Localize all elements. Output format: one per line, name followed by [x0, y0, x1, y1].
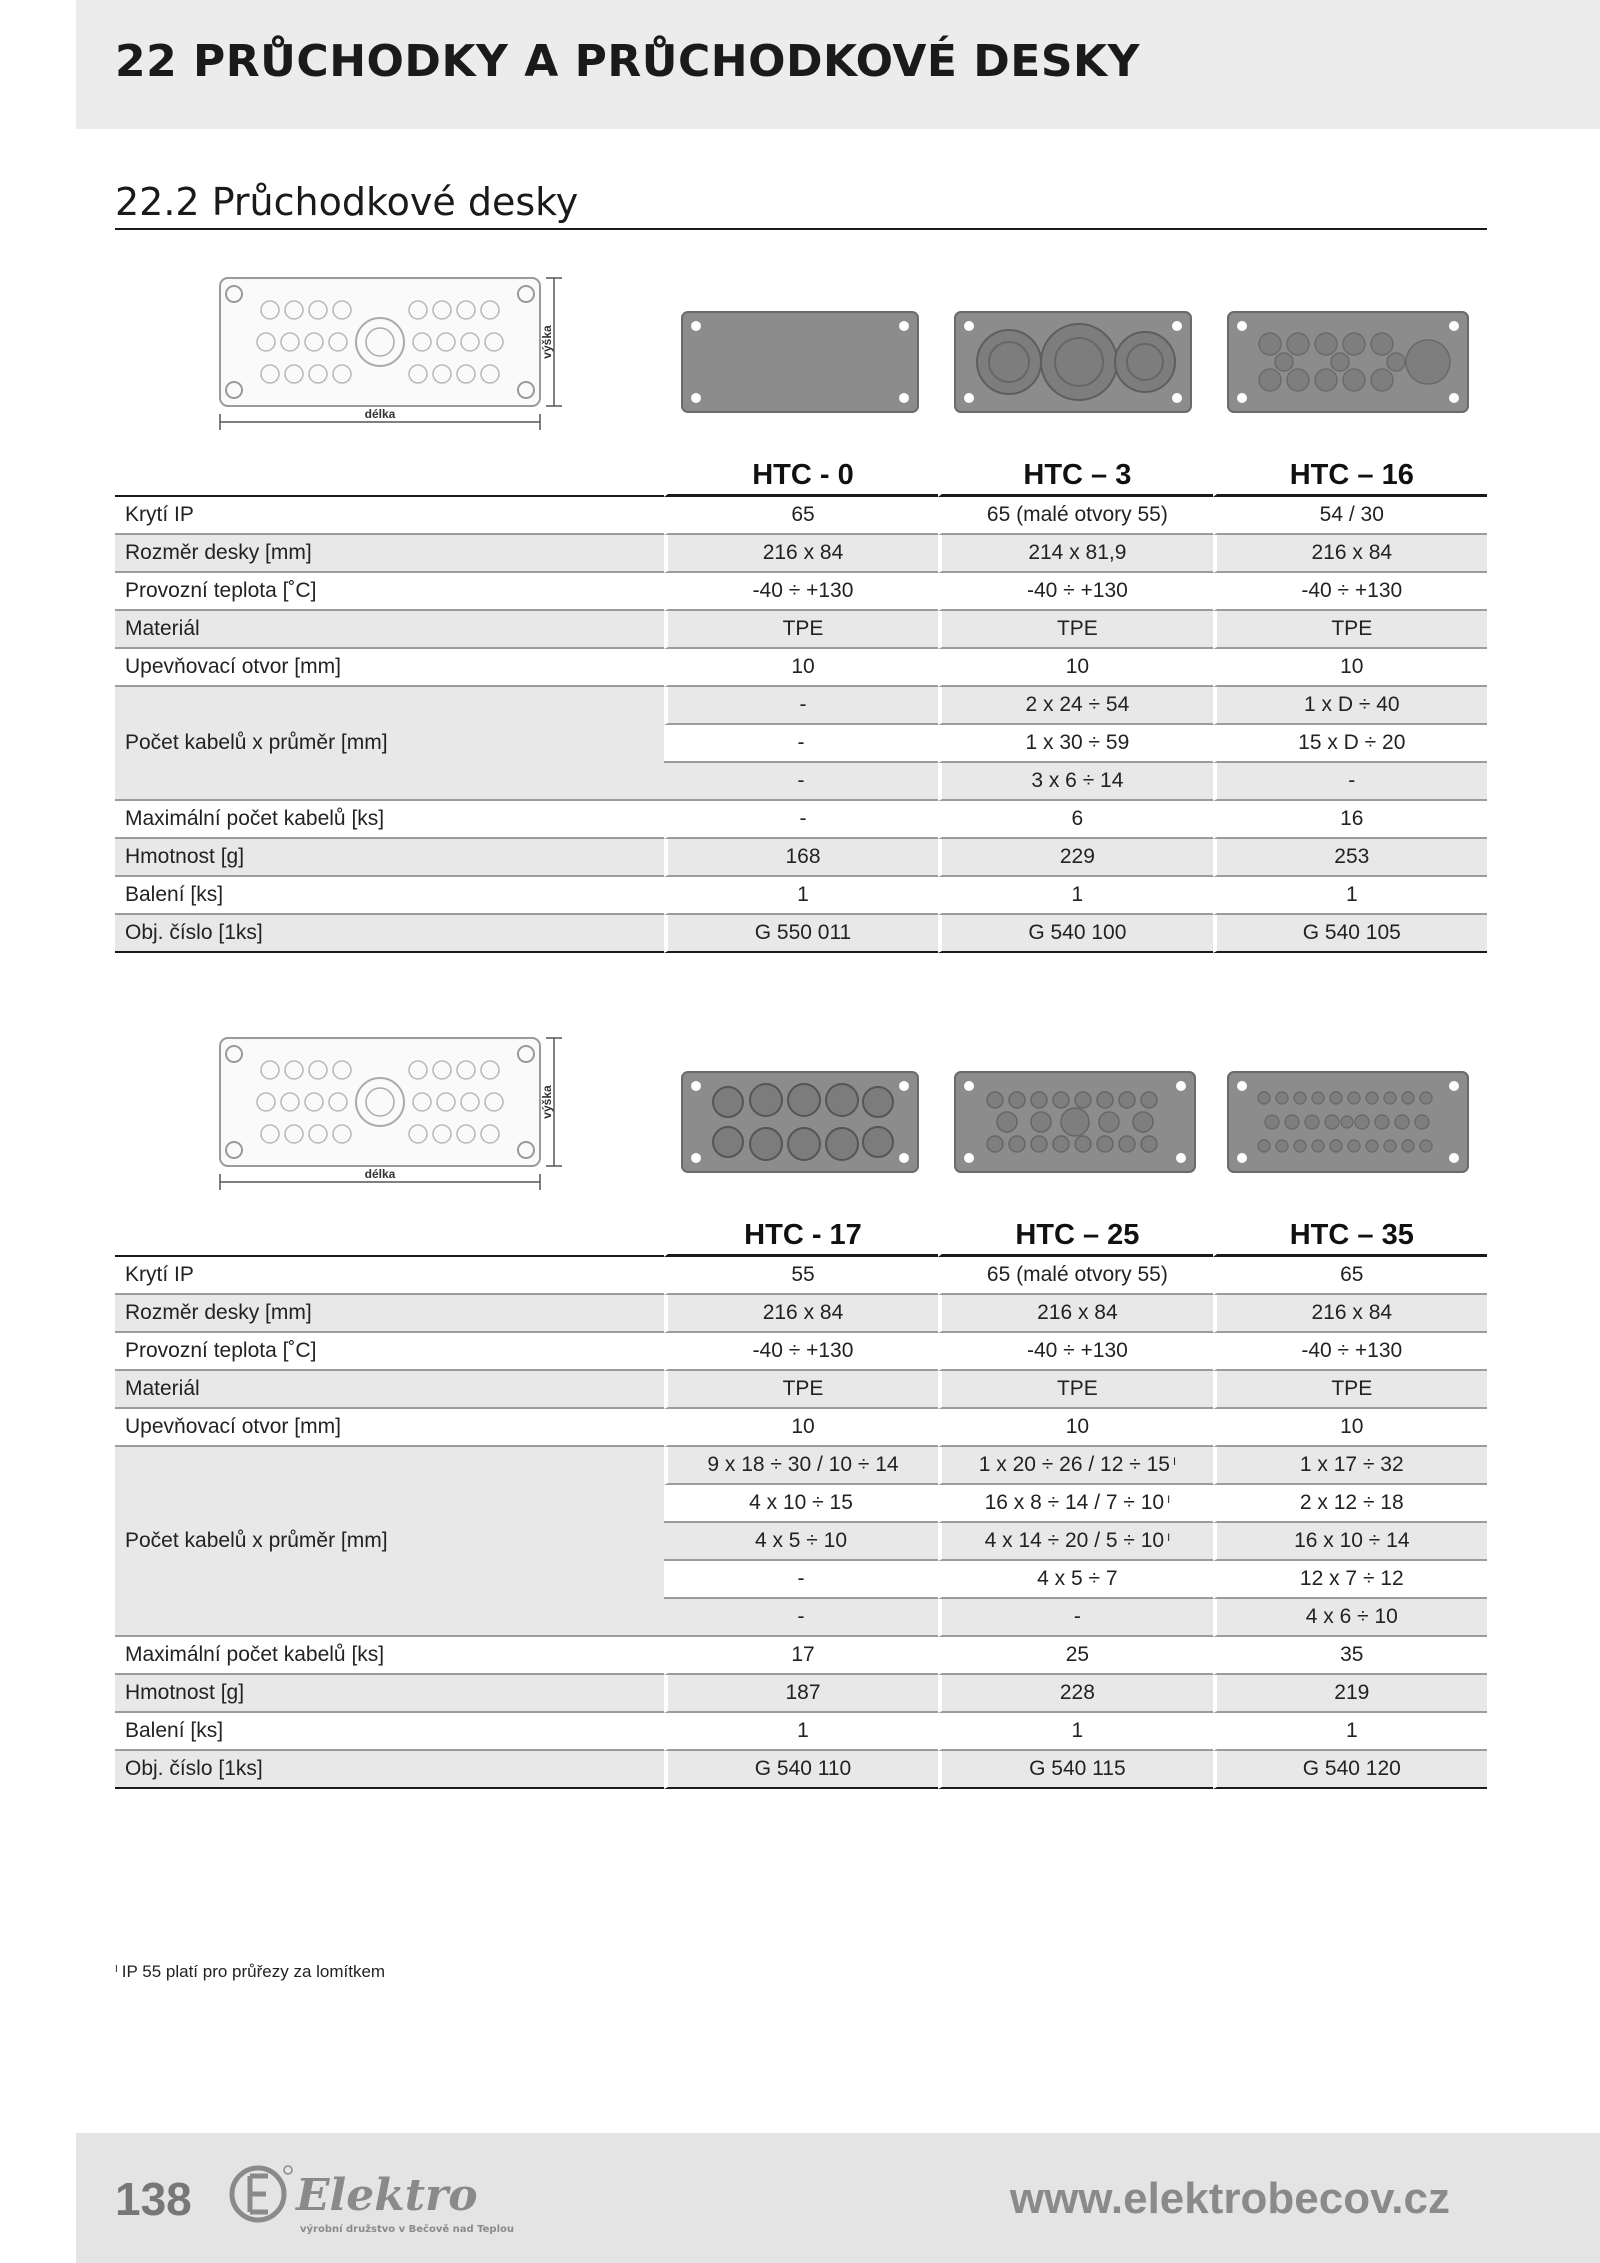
row-label-weight: Hmotnost [g]: [115, 1675, 664, 1713]
table-row: [115, 915, 1487, 953]
row-label-max-cables: Maximální počet kabelů [ks]: [115, 801, 664, 839]
cell-text: 16 x 8 ÷ 14 / 7 ÷ 10: [984, 1491, 1165, 1514]
table-cell: 17: [664, 1637, 938, 1675]
table-row: [115, 497, 1487, 535]
row-label-cables: Počet kabelů x průměr [mm]: [115, 1447, 664, 1637]
table-cell: TPE: [938, 1371, 1212, 1409]
table-cell: 216 x 84: [664, 535, 938, 573]
section-title: 22.2 Průchodkové desky: [115, 180, 579, 224]
table-cell: 65: [664, 497, 938, 535]
table-cell: 216 x 84: [1213, 535, 1487, 573]
table-row: [115, 649, 1487, 687]
table-cell: 1: [938, 877, 1212, 915]
table-cell: -: [664, 725, 938, 763]
table-cell: -: [1213, 763, 1487, 801]
table-cell: G 540 105: [1213, 915, 1487, 953]
table-row: [115, 801, 1487, 839]
table-cell: TPE: [664, 611, 938, 649]
table-cell: 12 x 7 ÷ 12: [1213, 1561, 1487, 1599]
table-cell: 65 (malé otvory 55): [938, 1257, 1212, 1295]
table-cell: 168: [664, 839, 938, 877]
table-cell: 1 x D ÷ 40: [1213, 687, 1487, 725]
row-label-size: Rozměr desky [mm]: [115, 535, 664, 573]
row-label-size: Rozměr desky [mm]: [115, 1295, 664, 1333]
row-label-hole: Upevňovací otvor [mm]: [115, 649, 664, 687]
product-header: HTC - 17: [664, 1212, 938, 1257]
length-label: délka: [364, 407, 396, 421]
table-cell: 10: [1213, 1409, 1487, 1447]
page-number: 138: [115, 2173, 192, 2225]
table-cell: 15 x D ÷ 20: [1213, 725, 1487, 763]
table-cell: [938, 1523, 1212, 1561]
table-row: [115, 1751, 1487, 1789]
table-cell: 4 x 5 ÷ 7: [938, 1561, 1212, 1599]
table-cell: 16: [1213, 801, 1487, 839]
table-cell: 187: [664, 1675, 938, 1713]
website-link[interactable]: www.elektrobecov.cz: [1009, 2174, 1450, 2223]
row-label-pack: Balení [ks]: [115, 877, 664, 915]
footnote: [115, 1962, 385, 1982]
product-photo-htc-16: [1226, 310, 1470, 414]
table-cell: 65: [1213, 1257, 1487, 1295]
table-cell: 216 x 84: [1213, 1295, 1487, 1333]
table-cell: 228: [938, 1675, 1212, 1713]
table-cell: 65 (malé otvory 55): [938, 497, 1212, 535]
table-row: [115, 1675, 1487, 1713]
table-cell: 216 x 84: [664, 1295, 938, 1333]
table-cell: -40 ÷ +130: [1213, 573, 1487, 611]
table-cell: G 540 115: [938, 1751, 1212, 1789]
table-cell: 219: [1213, 1675, 1487, 1713]
table-cell: -40 ÷ +130: [938, 573, 1212, 611]
table-cell: G 550 011: [664, 915, 938, 953]
chapter-title: 22 PRŮCHODKY A PRŮCHODKOVÉ DESKY: [115, 36, 1140, 87]
row-label-max-cables: Maximální počet kabelů [ks]: [115, 1637, 664, 1675]
table-header-blank: [115, 452, 664, 497]
height-label: výška: [540, 325, 554, 359]
logo-tagline: výrobní družstvo v Bečově nad Teplou: [300, 2224, 514, 2235]
table-cell: 10: [938, 1409, 1212, 1447]
table-row: [115, 1637, 1487, 1675]
row-label-cables: Počet kabelů x průměr [mm]: [115, 687, 664, 801]
table-cell: 10: [664, 649, 938, 687]
table-cell: [938, 1485, 1212, 1523]
product-header: HTC – 25: [938, 1212, 1212, 1257]
table-cell: TPE: [938, 611, 1212, 649]
table-cell: G 540 110: [664, 1751, 938, 1789]
row-label-ip: Krytí IP: [115, 1257, 664, 1295]
row-label-ip: Krytí IP: [115, 497, 664, 535]
table-cell: -40 ÷ +130: [664, 1333, 938, 1371]
table-cell: 6: [938, 801, 1212, 839]
product-header: HTC – 35: [1213, 1212, 1487, 1257]
row-label-material: Materiál: [115, 611, 664, 649]
cell-text: 4 x 14 ÷ 20 / 5 ÷ 10: [984, 1529, 1165, 1552]
table-cell: -: [664, 1599, 938, 1637]
table-cell: 1: [664, 1713, 938, 1751]
table-cell: 4 x 5 ÷ 10: [664, 1523, 938, 1561]
table-row: [115, 573, 1487, 611]
table-cell: -40 ÷ +130: [938, 1333, 1212, 1371]
table-cell: 3 x 6 ÷ 14: [938, 763, 1212, 801]
table-cell: -40 ÷ +130: [1213, 1333, 1487, 1371]
product-header: HTC – 3: [938, 452, 1212, 497]
table-cell: G 540 120: [1213, 1751, 1487, 1789]
table-cell: 25: [938, 1637, 1212, 1675]
table-cell: 10: [1213, 649, 1487, 687]
footnote-marker: I: [115, 1964, 118, 1975]
table-cell: 10: [938, 649, 1212, 687]
table-cell: 1 x 17 ÷ 32: [1213, 1447, 1487, 1485]
table-row: [115, 535, 1487, 573]
product-header: HTC – 16: [1213, 452, 1487, 497]
dimension-drawing-1: [210, 270, 570, 450]
row-label-order: Obj. číslo [1ks]: [115, 1751, 664, 1789]
height-label: výška: [540, 1085, 554, 1119]
table-cell: TPE: [1213, 611, 1487, 649]
table-cell: 54 / 30: [1213, 497, 1487, 535]
footnote-marker: I: [1167, 1494, 1171, 1506]
spec-table-1: [115, 452, 1487, 953]
table-row: [115, 1295, 1487, 1333]
table-row: [115, 1371, 1487, 1409]
table-cell: 1: [1213, 877, 1487, 915]
row-label-hole: Upevňovací otvor [mm]: [115, 1409, 664, 1447]
table-header-blank: [115, 1212, 664, 1257]
row-label-weight: Hmotnost [g]: [115, 839, 664, 877]
spec-table-2: [115, 1212, 1487, 1789]
row-label-pack: Balení [ks]: [115, 1713, 664, 1751]
table-row: [115, 1713, 1487, 1751]
table-row: [115, 1447, 1487, 1485]
product-photo-htc-17: [680, 1070, 920, 1174]
table-cell: 229: [938, 839, 1212, 877]
length-label: délka: [364, 1167, 396, 1181]
cell-text: 1 x 20 ÷ 26 / 12 ÷ 15: [978, 1453, 1170, 1476]
product-photo-htc-3: [953, 310, 1193, 414]
table-cell: 4 x 6 ÷ 10: [1213, 1599, 1487, 1637]
table-cell: 1: [1213, 1713, 1487, 1751]
table-cell: -: [664, 763, 938, 801]
table-row: [115, 687, 1487, 725]
table-cell: G 540 100: [938, 915, 1212, 953]
table-cell: 214 x 81,9: [938, 535, 1212, 573]
table-cell: -: [664, 801, 938, 839]
section-rule: [115, 228, 1487, 230]
table-cell: TPE: [664, 1371, 938, 1409]
row-label-material: Materiál: [115, 1371, 664, 1409]
footnote-text: IP 55 platí pro průřezy za lomítkem: [121, 1962, 386, 1981]
dimension-drawing-2: [210, 1030, 570, 1210]
table-cell: TPE: [1213, 1371, 1487, 1409]
row-label-temp: Provozní teplota [˚C]: [115, 573, 664, 611]
table-row: [115, 1409, 1487, 1447]
table-cell: 1: [938, 1713, 1212, 1751]
table-row: [115, 1333, 1487, 1371]
table-cell: -40 ÷ +130: [664, 573, 938, 611]
table-cell: 1 x 30 ÷ 59: [938, 725, 1212, 763]
table-cell: 10: [664, 1409, 938, 1447]
product-photo-htc-25: [953, 1070, 1197, 1174]
row-label-order: Obj. číslo [1ks]: [115, 915, 664, 953]
elektro-logo: [228, 2160, 548, 2240]
table-cell: -: [938, 1599, 1212, 1637]
product-header: HTC - 0: [664, 452, 938, 497]
table-cell: 253: [1213, 839, 1487, 877]
footnote-marker: I: [1167, 1532, 1171, 1544]
table-cell: -: [664, 1561, 938, 1599]
table-cell: 1: [664, 877, 938, 915]
table-row: [115, 1257, 1487, 1295]
table-cell: 16 x 10 ÷ 14: [1213, 1523, 1487, 1561]
table-cell: 4 x 10 ÷ 15: [664, 1485, 938, 1523]
product-photo-htc-0: [680, 310, 920, 414]
table-cell: 2 x 24 ÷ 54: [938, 687, 1212, 725]
table-row: [115, 611, 1487, 649]
table-cell: [938, 1447, 1212, 1485]
table-cell: -: [664, 687, 938, 725]
table-cell: 216 x 84: [938, 1295, 1212, 1333]
table-cell: 55: [664, 1257, 938, 1295]
logo-wordmark: Elektro: [296, 2170, 478, 2221]
table-row: [115, 839, 1487, 877]
table-cell: 35: [1213, 1637, 1487, 1675]
row-label-temp: Provozní teplota [˚C]: [115, 1333, 664, 1371]
footnote-marker: I: [1172, 1456, 1176, 1468]
table-cell: 9 x 18 ÷ 30 / 10 ÷ 14: [664, 1447, 938, 1485]
table-cell: 2 x 12 ÷ 18: [1213, 1485, 1487, 1523]
table-row: [115, 877, 1487, 915]
product-photo-htc-35: [1226, 1070, 1470, 1174]
